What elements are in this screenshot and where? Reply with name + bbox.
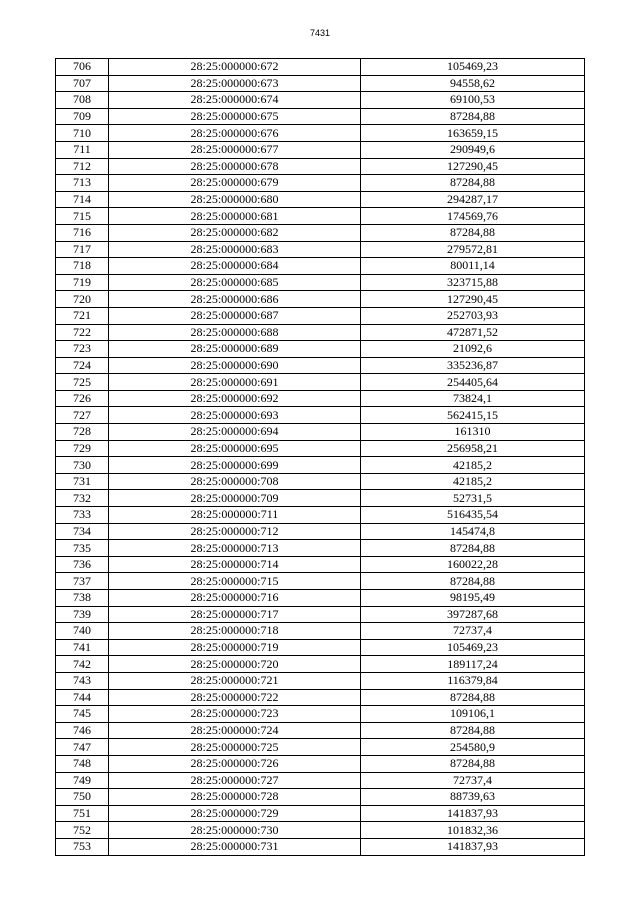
row-number-cell: 739 xyxy=(56,606,109,623)
cadastral-value-cell: 87284,88 xyxy=(361,108,585,125)
table-row xyxy=(56,606,585,623)
row-number-cell: 732 xyxy=(56,490,109,507)
row-number-cell: 727 xyxy=(56,407,109,424)
cadastral-value-cell: 87284,88 xyxy=(361,689,585,706)
row-number-cell: 745 xyxy=(56,706,109,723)
cadastral-value-cell: 94558,62 xyxy=(361,75,585,92)
cadastral-number-cell: 28:25:000000:681 xyxy=(109,208,361,225)
cadastral-value-cell: 69100,53 xyxy=(361,92,585,109)
table-row xyxy=(56,158,585,175)
table-row xyxy=(56,822,585,839)
cadastral-value-cell: 472871,52 xyxy=(361,324,585,341)
row-number-cell: 723 xyxy=(56,341,109,358)
cadastral-number-cell: 28:25:000000:729 xyxy=(109,805,361,822)
cadastral-value-cell: 105469,23 xyxy=(361,639,585,656)
table-row xyxy=(56,838,585,855)
cadastral-number-cell: 28:25:000000:691 xyxy=(109,374,361,391)
row-number-cell: 710 xyxy=(56,125,109,142)
cadastral-number-cell: 28:25:000000:680 xyxy=(109,191,361,208)
row-number-cell: 715 xyxy=(56,208,109,225)
table-row xyxy=(56,407,585,424)
row-number-cell: 729 xyxy=(56,440,109,457)
cadastral-number-cell: 28:25:000000:715 xyxy=(109,573,361,590)
cadastral-value-cell: 160022,28 xyxy=(361,556,585,573)
table-row xyxy=(56,125,585,142)
table-row xyxy=(56,473,585,490)
table-row xyxy=(56,507,585,524)
cadastral-number-cell: 28:25:000000:728 xyxy=(109,789,361,806)
cadastral-value-cell: 562415,15 xyxy=(361,407,585,424)
table-row xyxy=(56,523,585,540)
cadastral-number-cell: 28:25:000000:709 xyxy=(109,490,361,507)
cadastral-number-cell: 28:25:000000:684 xyxy=(109,258,361,275)
cadastral-value-cell: 87284,88 xyxy=(361,573,585,590)
table-row xyxy=(56,357,585,374)
row-number-cell: 743 xyxy=(56,672,109,689)
row-number-cell: 719 xyxy=(56,274,109,291)
table-row xyxy=(56,739,585,756)
table-row xyxy=(56,556,585,573)
cadastral-value-cell: 42185,2 xyxy=(361,473,585,490)
cadastral-value-cell: 145474,8 xyxy=(361,523,585,540)
cadastral-number-cell: 28:25:000000:682 xyxy=(109,224,361,241)
cadastral-value-cell: 174569,76 xyxy=(361,208,585,225)
row-number-cell: 750 xyxy=(56,789,109,806)
table-row xyxy=(56,374,585,391)
row-number-cell: 744 xyxy=(56,689,109,706)
row-number-cell: 740 xyxy=(56,623,109,640)
cadastral-value-cell: 323715,88 xyxy=(361,274,585,291)
cadastral-number-cell: 28:25:000000:720 xyxy=(109,656,361,673)
cadastral-value-cell: 105469,23 xyxy=(361,59,585,76)
cadastral-value-cell: 163659,15 xyxy=(361,125,585,142)
cadastral-value-cell: 42185,2 xyxy=(361,457,585,474)
cadastral-value-cell: 101832,36 xyxy=(361,822,585,839)
row-number-cell: 728 xyxy=(56,424,109,441)
cadastral-value-cell: 516435,54 xyxy=(361,507,585,524)
table-row xyxy=(56,573,585,590)
cadastral-number-cell: 28:25:000000:678 xyxy=(109,158,361,175)
table-row xyxy=(56,440,585,457)
row-number-cell: 716 xyxy=(56,224,109,241)
cadastral-number-cell: 28:25:000000:724 xyxy=(109,722,361,739)
cadastral-number-cell: 28:25:000000:714 xyxy=(109,556,361,573)
cadastral-value-cell: 88739,63 xyxy=(361,789,585,806)
cadastral-number-cell: 28:25:000000:673 xyxy=(109,75,361,92)
cadastral-value-cell: 256958,21 xyxy=(361,440,585,457)
row-number-cell: 749 xyxy=(56,772,109,789)
table-row xyxy=(56,208,585,225)
cadastral-number-cell: 28:25:000000:699 xyxy=(109,457,361,474)
cadastral-value-cell: 141837,93 xyxy=(361,805,585,822)
row-number-cell: 747 xyxy=(56,739,109,756)
cadastral-number-cell: 28:25:000000:719 xyxy=(109,639,361,656)
row-number-cell: 734 xyxy=(56,523,109,540)
cadastral-number-cell: 28:25:000000:692 xyxy=(109,390,361,407)
cadastral-value-cell: 87284,88 xyxy=(361,224,585,241)
table-row xyxy=(56,805,585,822)
cadastral-value-cell: 127290,45 xyxy=(361,291,585,308)
table-row xyxy=(56,540,585,557)
cadastral-value-cell: 109106,1 xyxy=(361,706,585,723)
cadastral-value-cell: 161310 xyxy=(361,424,585,441)
cadastral-value-cell: 98195,49 xyxy=(361,590,585,607)
cadastral-value-cell: 254405,64 xyxy=(361,374,585,391)
cadastral-value-cell: 52731,5 xyxy=(361,490,585,507)
cadastral-value-cell: 127290,45 xyxy=(361,158,585,175)
cadastral-number-cell: 28:25:000000:685 xyxy=(109,274,361,291)
table-row xyxy=(56,590,585,607)
cadastral-number-cell: 28:25:000000:674 xyxy=(109,92,361,109)
cadastral-number-cell: 28:25:000000:730 xyxy=(109,822,361,839)
row-number-cell: 748 xyxy=(56,755,109,772)
table-row xyxy=(56,490,585,507)
cadastral-value-cell: 294287,17 xyxy=(361,191,585,208)
table-row xyxy=(56,789,585,806)
row-number-cell: 721 xyxy=(56,307,109,324)
cadastral-number-cell: 28:25:000000:722 xyxy=(109,689,361,706)
cadastral-number-cell: 28:25:000000:676 xyxy=(109,125,361,142)
table-row xyxy=(56,258,585,275)
cadastral-number-cell: 28:25:000000:713 xyxy=(109,540,361,557)
table-row xyxy=(56,639,585,656)
row-number-cell: 751 xyxy=(56,805,109,822)
cadastral-number-cell: 28:25:000000:688 xyxy=(109,324,361,341)
table-row xyxy=(56,241,585,258)
cadastral-value-cell: 87284,88 xyxy=(361,755,585,772)
row-number-cell: 708 xyxy=(56,92,109,109)
table-row xyxy=(56,324,585,341)
cadastral-value-cell: 290949,6 xyxy=(361,141,585,158)
cadastral-number-cell: 28:25:000000:672 xyxy=(109,59,361,76)
table-row xyxy=(56,108,585,125)
table-row xyxy=(56,656,585,673)
table-row xyxy=(56,706,585,723)
cadastral-number-cell: 28:25:000000:683 xyxy=(109,241,361,258)
row-number-cell: 724 xyxy=(56,357,109,374)
row-number-cell: 718 xyxy=(56,258,109,275)
cadastral-number-cell: 28:25:000000:675 xyxy=(109,108,361,125)
row-number-cell: 706 xyxy=(56,59,109,76)
table-row xyxy=(56,672,585,689)
cadastral-value-cell: 252703,93 xyxy=(361,307,585,324)
cadastral-value-cell: 189117,24 xyxy=(361,656,585,673)
cadastral-value-cell: 21092,6 xyxy=(361,341,585,358)
row-number-cell: 707 xyxy=(56,75,109,92)
row-number-cell: 733 xyxy=(56,507,109,524)
table-row xyxy=(56,755,585,772)
row-number-cell: 738 xyxy=(56,590,109,607)
cadastral-number-cell: 28:25:000000:693 xyxy=(109,407,361,424)
cadastral-number-cell: 28:25:000000:679 xyxy=(109,175,361,192)
cadastral-number-cell: 28:25:000000:727 xyxy=(109,772,361,789)
cadastral-value-cell: 397287,68 xyxy=(361,606,585,623)
table-row xyxy=(56,772,585,789)
row-number-cell: 746 xyxy=(56,722,109,739)
cadastral-number-cell: 28:25:000000:689 xyxy=(109,341,361,358)
cadastral-value-cell: 254580,9 xyxy=(361,739,585,756)
cadastral-value-cell: 87284,88 xyxy=(361,175,585,192)
table-row xyxy=(56,722,585,739)
cadastral-number-cell: 28:25:000000:694 xyxy=(109,424,361,441)
table-row xyxy=(56,75,585,92)
table-row xyxy=(56,341,585,358)
cadastral-value-cell: 73824,1 xyxy=(361,390,585,407)
row-number-cell: 736 xyxy=(56,556,109,573)
table-row xyxy=(56,191,585,208)
cadastral-number-cell: 28:25:000000:690 xyxy=(109,357,361,374)
table-body xyxy=(56,59,585,856)
cadastral-number-cell: 28:25:000000:677 xyxy=(109,141,361,158)
cadastral-number-cell: 28:25:000000:708 xyxy=(109,473,361,490)
row-number-cell: 713 xyxy=(56,175,109,192)
row-number-cell: 722 xyxy=(56,324,109,341)
row-number-cell: 720 xyxy=(56,291,109,308)
table-row xyxy=(56,92,585,109)
cadastral-number-cell: 28:25:000000:731 xyxy=(109,838,361,855)
table-row xyxy=(56,59,585,76)
table-row xyxy=(56,224,585,241)
cadastral-number-cell: 28:25:000000:721 xyxy=(109,672,361,689)
row-number-cell: 752 xyxy=(56,822,109,839)
cadastral-number-cell: 28:25:000000:725 xyxy=(109,739,361,756)
table-row xyxy=(56,175,585,192)
cadastral-value-cell: 72737,4 xyxy=(361,623,585,640)
row-number-cell: 737 xyxy=(56,573,109,590)
row-number-cell: 735 xyxy=(56,540,109,557)
cadastral-number-cell: 28:25:000000:712 xyxy=(109,523,361,540)
row-number-cell: 730 xyxy=(56,457,109,474)
table-row xyxy=(56,689,585,706)
cadastral-value-cell: 72737,4 xyxy=(361,772,585,789)
page-number: 7431 xyxy=(309,28,331,38)
cadastral-number-cell: 28:25:000000:716 xyxy=(109,590,361,607)
row-number-cell: 725 xyxy=(56,374,109,391)
row-number-cell: 726 xyxy=(56,390,109,407)
row-number-cell: 742 xyxy=(56,656,109,673)
cadastral-value-cell: 279572,81 xyxy=(361,241,585,258)
cadastral-number-cell: 28:25:000000:711 xyxy=(109,507,361,524)
table-row xyxy=(56,141,585,158)
row-number-cell: 714 xyxy=(56,191,109,208)
cadastral-number-cell: 28:25:000000:717 xyxy=(109,606,361,623)
row-number-cell: 717 xyxy=(56,241,109,258)
cadastral-value-table xyxy=(55,58,585,856)
table-row xyxy=(56,274,585,291)
cadastral-value-cell: 116379,84 xyxy=(361,672,585,689)
table-row xyxy=(56,623,585,640)
cadastral-number-cell: 28:25:000000:726 xyxy=(109,755,361,772)
table-row xyxy=(56,291,585,308)
cadastral-number-cell: 28:25:000000:686 xyxy=(109,291,361,308)
cadastral-value-cell: 141837,93 xyxy=(361,838,585,855)
table-row xyxy=(56,424,585,441)
row-number-cell: 753 xyxy=(56,838,109,855)
cadastral-number-cell: 28:25:000000:718 xyxy=(109,623,361,640)
row-number-cell: 711 xyxy=(56,141,109,158)
cadastral-number-cell: 28:25:000000:723 xyxy=(109,706,361,723)
cadastral-number-cell: 28:25:000000:695 xyxy=(109,440,361,457)
cadastral-value-cell: 80011,14 xyxy=(361,258,585,275)
row-number-cell: 731 xyxy=(56,473,109,490)
row-number-cell: 741 xyxy=(56,639,109,656)
table-row xyxy=(56,457,585,474)
cadastral-value-cell: 87284,88 xyxy=(361,540,585,557)
cadastral-value-cell: 335236,87 xyxy=(361,357,585,374)
table-row xyxy=(56,307,585,324)
row-number-cell: 712 xyxy=(56,158,109,175)
cadastral-number-cell: 28:25:000000:687 xyxy=(109,307,361,324)
table-row xyxy=(56,390,585,407)
row-number-cell: 709 xyxy=(56,108,109,125)
cadastral-value-cell: 87284,88 xyxy=(361,722,585,739)
